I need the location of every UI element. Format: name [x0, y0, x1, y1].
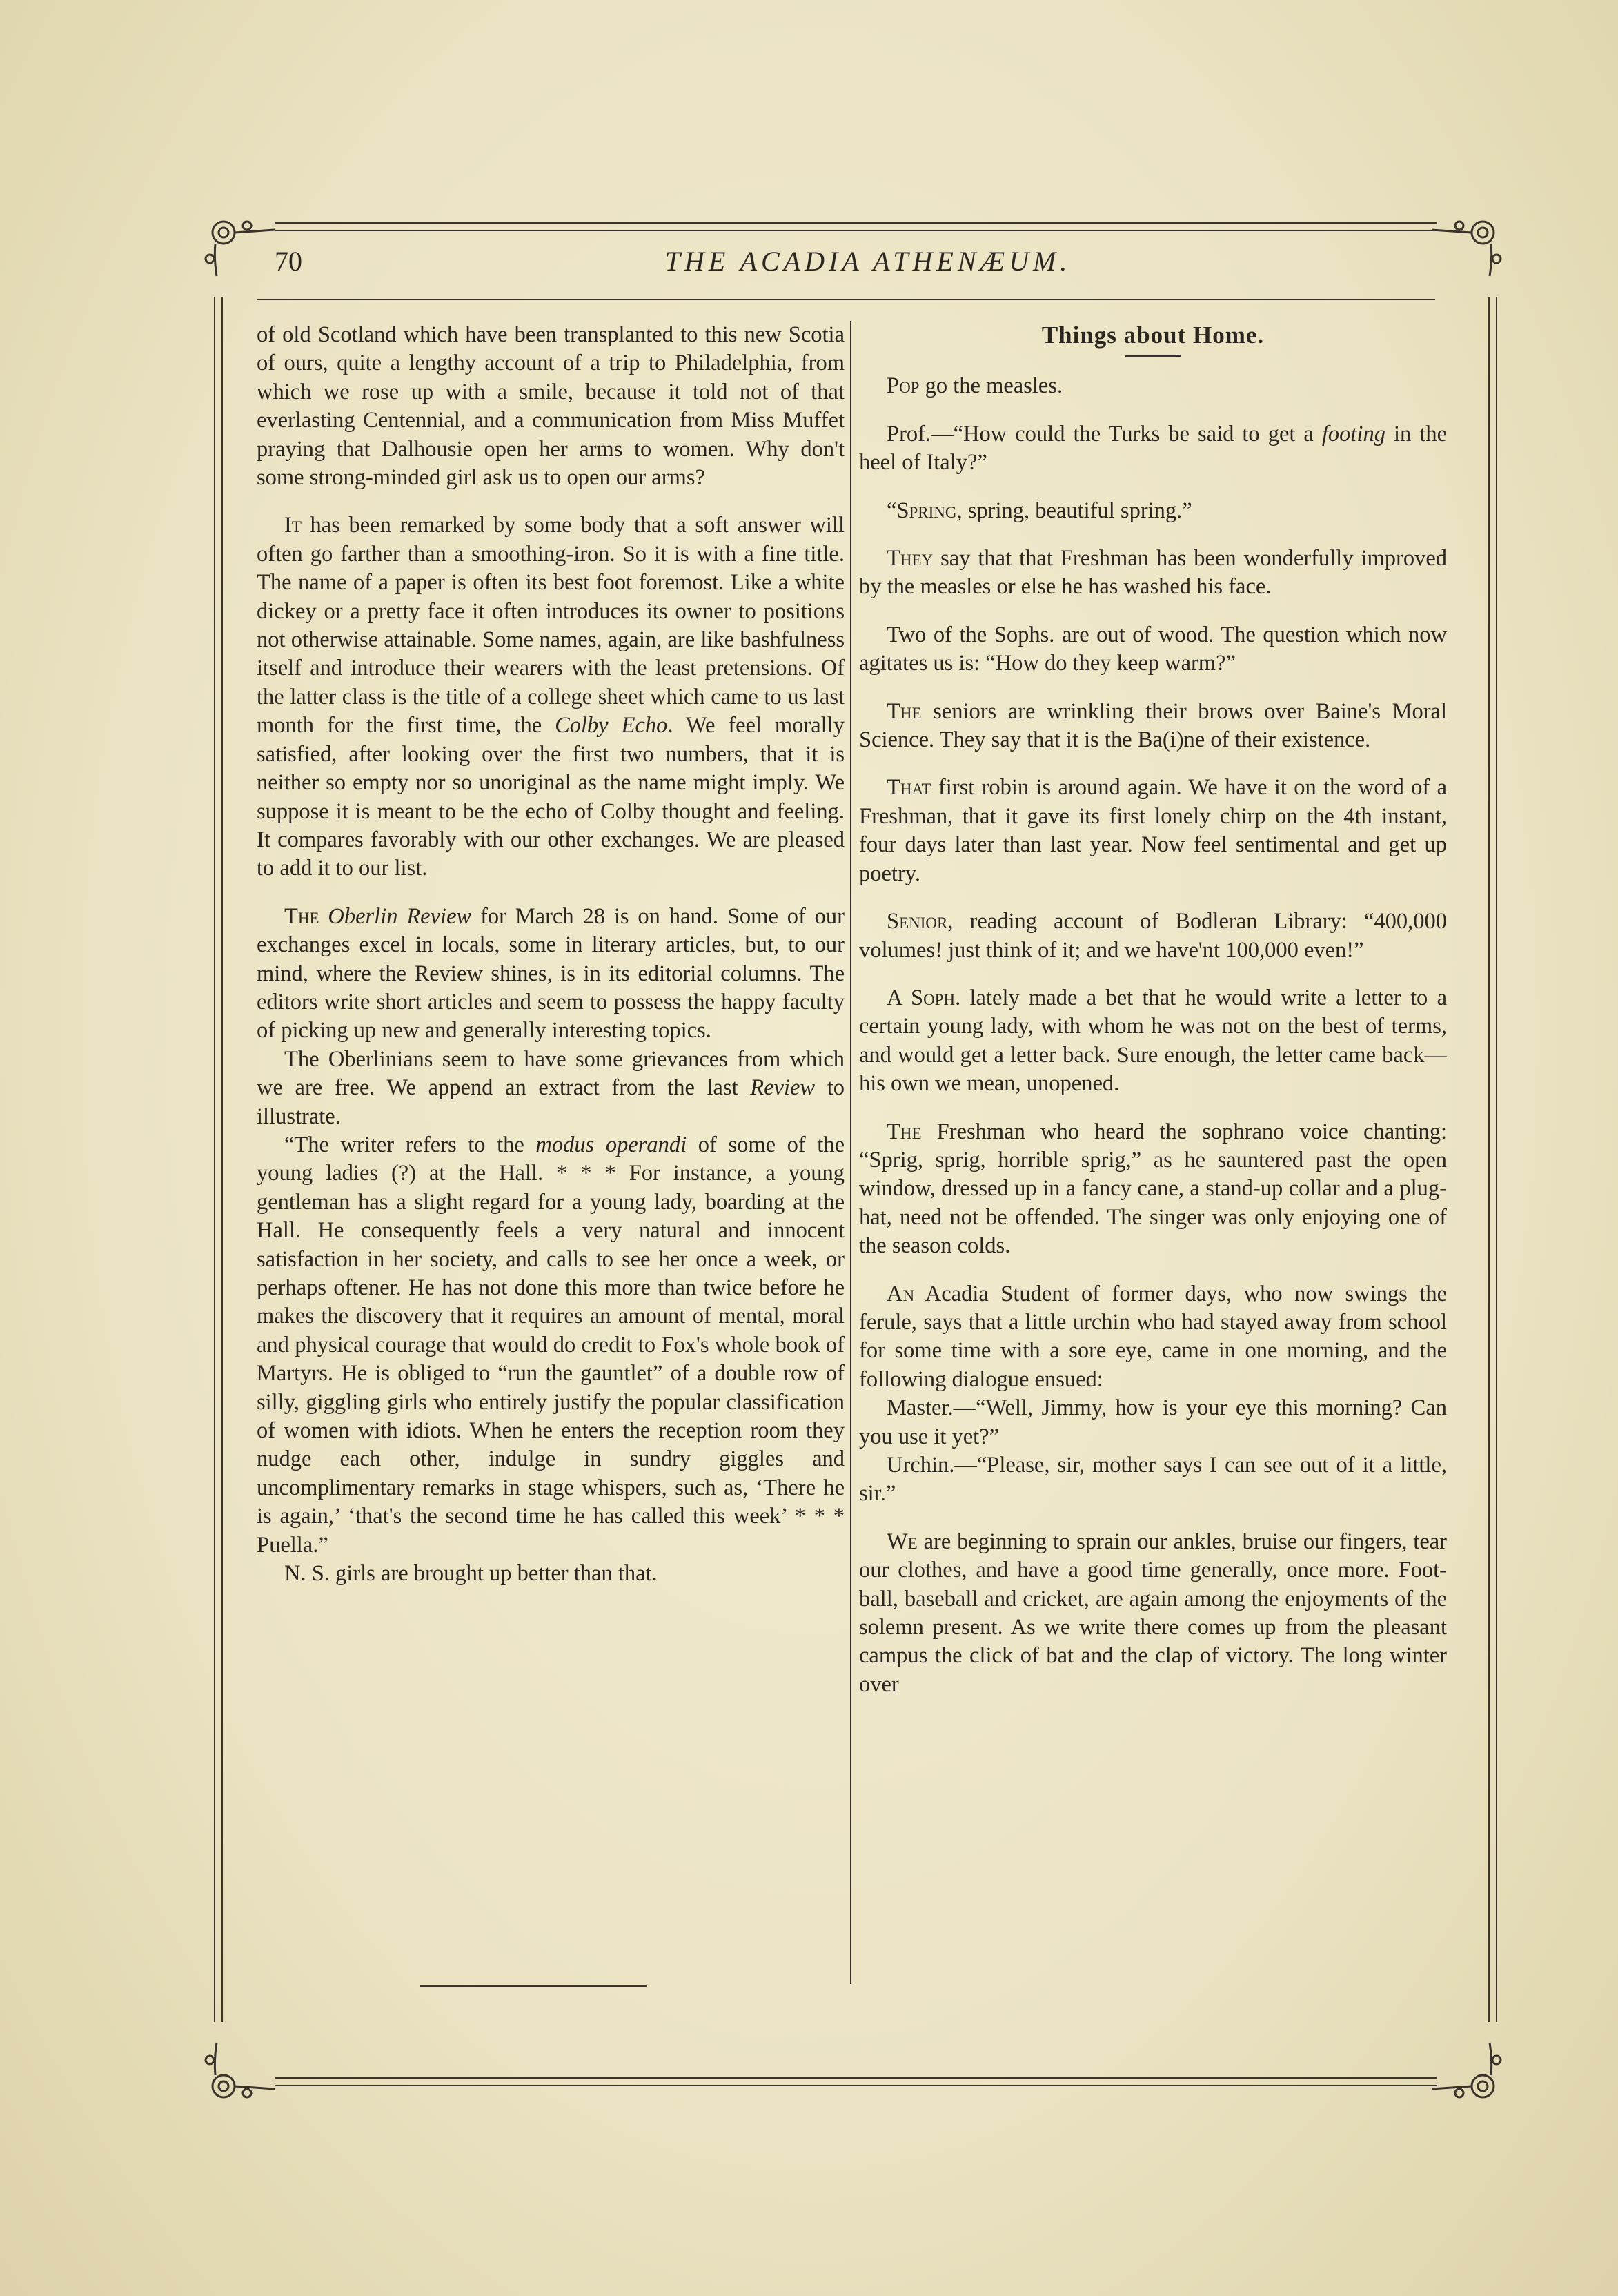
paragraph: The Oberlin Review for March 28 is on hand. Some of our exchanges excel in locals, some in literary articles, but, to our mind, where the Review shines, is in its editorial columns. The editors write short articles and seem to possess the happy faculty of picking up new and generally interesting topics.: [257, 903, 845, 1043]
paragraph: The Oberlinians seem to have some grievances from which we are free. We append an extract from the last Review to illustrate.: [257, 1046, 845, 1129]
item: Prof.—“How could the Turks be said to get a footing in the heel of Italy?”: [859, 421, 1448, 475]
frame-top-rule: [275, 222, 1437, 224]
section-title: Things about Home.: [1041, 322, 1265, 349]
frame-right-rule: [1488, 297, 1490, 2022]
frame-left-rule: [214, 297, 215, 2022]
item: “Spring, spring, beautiful spring.”: [887, 498, 1192, 523]
item: We are beginning to sprain our ankles, bruise our fingers, tear our clothes, and have a good time generally, once more. Foot-ball, baseball and cricket, are again among the enjoyments of the solemn present. As we write there comes up from the pleasant campus the click of bat and the clap of victory. The long winter over: [859, 1529, 1447, 1697]
item: The Freshman who heard the sophrano voice chanting: “Sprig, sprig, horrible sprig,” as he sauntered past the open window, dressed up in a fancy cane, a stand-up collar and a plug-hat, need not be offended. The singer was only enjoying one of the season colds.: [859, 1119, 1447, 1259]
column-divider: [850, 321, 851, 1984]
corner-flourish-icon: [199, 210, 282, 279]
page-number: 70: [275, 246, 302, 277]
frame-left-rule-inner: [221, 297, 223, 2022]
paragraph: It has been remarked by some body that a soft answer will often go farther than a smoothing-iron. So it is with a fine title. The name of a paper is often its best foot foremost. Like a white dickey or a pretty face it often introduces its owner to positions not otherwise attainable. Some names, again, are like bashfulness itself and introduce their wearers with the least pretensions. Of the latter class is the title of a college sheet which came to us last month for the first time, the Colby Echo. We feel morally satisfied, after looking over the first two numbers, that it is neither so empty nor so unoriginal as the name might imply. We suppose it is meant to be the echo of Colby thought and feeling. It compares favorably with our other exchanges. We are pleased to add it to our list.: [257, 513, 845, 881]
section-end-rule: [420, 1985, 647, 1987]
item: Two of the Sophs. are out of wood. The question which now agitates us is: “How do they keep warm?”: [859, 622, 1447, 676]
corner-flourish-icon: [1425, 2039, 1508, 2108]
item: An Acadia Student of former days, who now swings the ferule, says that a little urchin who had stayed away from school for some time with a sore eye, came in one morning, and the following dialogue ensued:: [859, 1281, 1447, 1392]
frame-top-rule-inner: [275, 230, 1437, 231]
frame-bottom-rule-inner: [275, 2085, 1437, 2086]
dialogue-line: Urchin.—“Please, sir, mother says I can see out of it a little, sir.”: [859, 1453, 1447, 1507]
paragraph: of old Scotland which have been transplanted to this new Scotia of ours, quite a lengthy account of a trip to Philadelphia, from which we rose up with a smile, because it told not of that everlasting Centennial, and a communication from Miss Muffet praying that Dalhousie open her arms to women. Why don't some strong-minded girl ask us to open our arms?: [257, 322, 845, 491]
running-title: THE ACADIA ATHENÆUM.: [664, 246, 1072, 277]
paragraph: N. S. girls are brought up better than that.: [284, 1561, 658, 1587]
item: The seniors are wrinkling their brows over Baine's Moral Science. They say that it is the Ba(i)ne of their existence.: [859, 698, 1447, 753]
corner-flourish-icon: [199, 2039, 282, 2108]
frame-bottom-rule: [275, 2077, 1437, 2079]
item: Pop go the measles.: [887, 373, 1063, 399]
title-rule: [1125, 355, 1181, 357]
dialogue-line: Master.—“Well, Jimmy, how is your eye this morning? Can you use it yet?”: [859, 1395, 1447, 1449]
item: They say that that Freshman has been wonderfully improved by the measles or else he has washed his face.: [859, 546, 1447, 600]
header-underline: [257, 299, 1435, 300]
frame-right-rule-inner: [1496, 297, 1497, 2022]
item: That first robin is around again. We have it on the word of a Freshman, that it gave its first lonely chirp on the 4th instant, four days later than last year. Now feel sentimental and get up poetry.: [859, 775, 1447, 886]
quoted-extract: “The writer refers to the modus operandi of some of the young ladies (?) at the Hall. * * * For instance, a young gentleman has a slight regard for a young lady, boarding at the Hall. He consequently feels a very natural and innocent satisfaction in her society, and calls to see her once a week, or perhaps oftener. He has not done this more than twice before he makes the discovery that it requires an amount of mental, moral and physical courage that would do credit to Fox's whole book of Martyrs. He is obliged to “run the gauntlet” of a double row of silly, giggling girls who entirely justify the popular classification of women with idiots. When he enters the reception room they nudge each other, indulge in sundry giggles and uncomplimentary remarks in stage whispers, such as, ‘There he is again,’ ‘that's the second time he has called this week’ * * * Puella.”: [257, 1132, 845, 1558]
item: A Soph. lately made a bet that he would write a letter to a certain young lady, with whom he was not on the best of terms, and would get a letter back. Sure enough, the letter came back—his own we mean, unopened.: [859, 985, 1447, 1097]
left-column: [257, 321, 845, 1588]
item: Senior, reading account of Bodleran Library: “400,000 volumes! just think of it; and we have'nt 100,000 even!”: [859, 909, 1447, 963]
right-column: [859, 321, 1447, 1699]
page-header: [275, 245, 1461, 286]
